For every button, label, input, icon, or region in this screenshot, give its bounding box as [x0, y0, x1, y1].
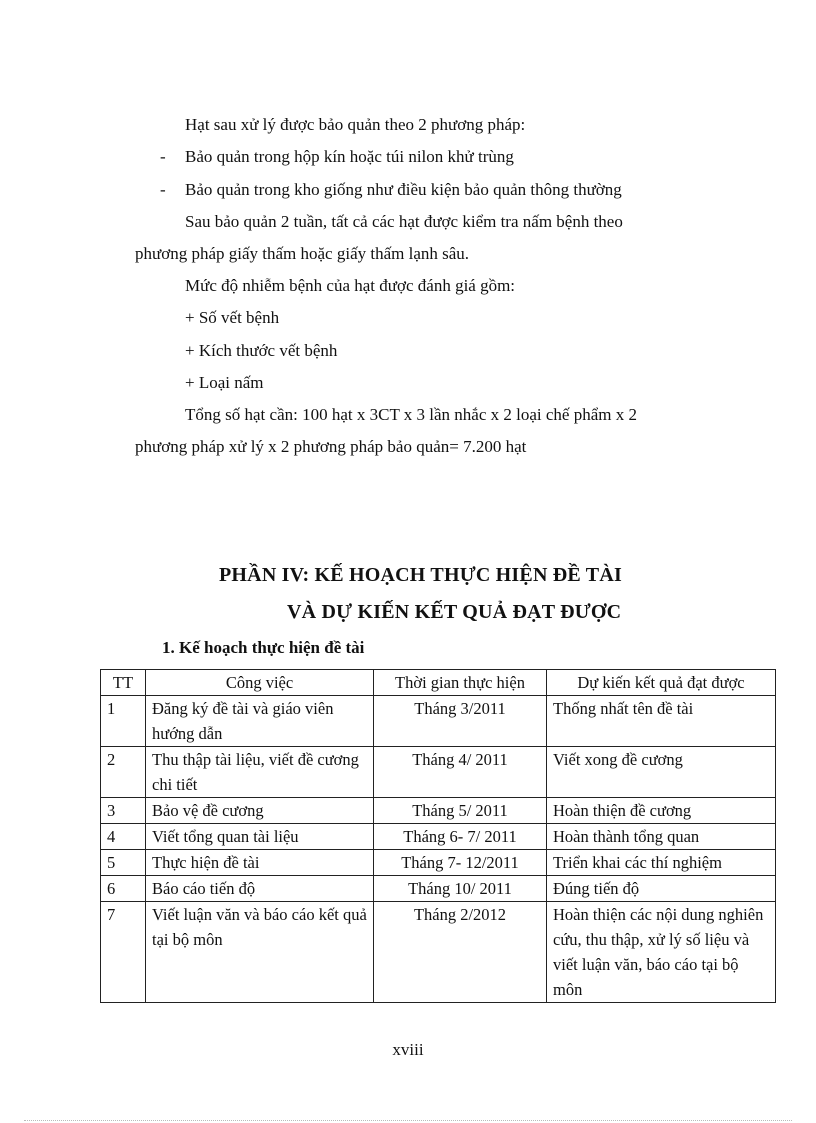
- cell-task: Viết tổng quan tài liệu: [146, 824, 374, 850]
- cell-result: Hoàn thành tổng quan: [547, 824, 776, 850]
- cell-task: Viết luận văn và báo cáo kết quả tại bộ môn: [146, 902, 374, 1003]
- cell-tt: 2: [101, 747, 146, 798]
- cell-tt: 4: [101, 824, 146, 850]
- cell-time: Tháng 3/2011: [374, 696, 547, 747]
- paragraph-line: Sau bảo quản 2 tuần, tất cả các hạt được kiểm tra nấm bệnh theo: [185, 212, 623, 231]
- section-title-line1: PHẦN IV: KẾ HOẠCH THỰC HIỆN ĐỀ TÀI: [219, 564, 622, 586]
- cell-result: Hoàn thiện các nội dung nghiên cứu, thu thập, xử lý số liệu và viết luận văn, báo cáo tại bộ môn: [547, 902, 776, 1003]
- column-header-result: Dự kiến kết quả đạt được: [547, 670, 776, 696]
- table-row: [101, 902, 776, 1003]
- table-row: [101, 798, 776, 824]
- cell-result: Đúng tiến độ: [547, 876, 776, 902]
- cell-result: Hoàn thiện đề cương: [547, 798, 776, 824]
- paragraph-line: phương pháp giấy thấm hoặc giấy thấm lạnh sâu.: [135, 244, 470, 263]
- cell-time: Tháng 2/2012: [374, 902, 547, 1003]
- table-row: [101, 696, 776, 747]
- cell-time: Tháng 4/ 2011: [374, 747, 547, 798]
- table-row: [101, 747, 776, 798]
- cell-result: Viết xong đề cương: [547, 747, 776, 798]
- cell-time: Tháng 5/ 2011: [374, 798, 547, 824]
- column-header-task: Công việc: [146, 670, 374, 696]
- column-header-time: Thời gian thực hiện: [374, 670, 547, 696]
- paragraph-line: Tổng số hạt cần: 100 hạt x 3CT x 3 lần nhắc x 2 loại chế phẩm x 2: [185, 405, 637, 424]
- subsection-heading: 1. Kế hoạch thực hiện đề tài: [162, 638, 365, 657]
- cell-tt: 3: [101, 798, 146, 824]
- cell-task: Đăng ký đề tài và giáo viên hướng dẫn: [146, 696, 374, 747]
- bullet-marker: -: [160, 180, 166, 199]
- cell-task: Thực hiện đề tài: [146, 850, 374, 876]
- page-bottom-divider: [24, 1120, 792, 1121]
- cell-task: Bảo vệ đề cương: [146, 798, 374, 824]
- criteria-item: + Số vết bệnh: [185, 308, 280, 327]
- criteria-item: + Kích thước vết bệnh: [185, 341, 338, 360]
- page-number: xviii: [392, 1040, 424, 1059]
- table-row: [101, 876, 776, 902]
- cell-task: Thu thập tài liệu, viết đề cương chi tiết: [146, 747, 374, 798]
- cell-tt: 6: [101, 876, 146, 902]
- cell-time: Tháng 10/ 2011: [374, 876, 547, 902]
- paragraph-line: phương pháp xử lý x 2 phương pháp bảo quản= 7.200 hạt: [135, 437, 527, 456]
- table-header-row: [101, 670, 776, 696]
- cell-result: Thống nhất tên đề tài: [547, 696, 776, 747]
- table-row: [101, 850, 776, 876]
- cell-time: Tháng 6- 7/ 2011: [374, 824, 547, 850]
- cell-tt: 5: [101, 850, 146, 876]
- paragraph-preservation-intro: Hạt sau xử lý được bảo quản theo 2 phương pháp:: [185, 115, 526, 134]
- column-header-tt: TT: [101, 670, 146, 696]
- section-title-line2: VÀ DỰ KIẾN KẾT QUẢ ĐẠT ĐƯỢC: [287, 601, 622, 623]
- cell-tt: 1: [101, 696, 146, 747]
- bullet-item: Bảo quản trong hộp kín hoặc túi nilon khử trùng: [185, 147, 514, 166]
- cell-time: Tháng 7- 12/2011: [374, 850, 547, 876]
- cell-task: Báo cáo tiến độ: [146, 876, 374, 902]
- table-row: [101, 824, 776, 850]
- cell-result: Triển khai các thí nghiệm: [547, 850, 776, 876]
- cell-tt: 7: [101, 902, 146, 1003]
- bullet-marker: -: [160, 147, 166, 166]
- bullet-item: Bảo quản trong kho giống như điều kiện bảo quản thông thường: [185, 180, 622, 199]
- plan-table: [100, 669, 776, 1003]
- paragraph-infection-level: Mức độ nhiễm bệnh của hạt được đánh giá gồm:: [185, 276, 516, 295]
- criteria-item: + Loại nấm: [185, 373, 264, 392]
